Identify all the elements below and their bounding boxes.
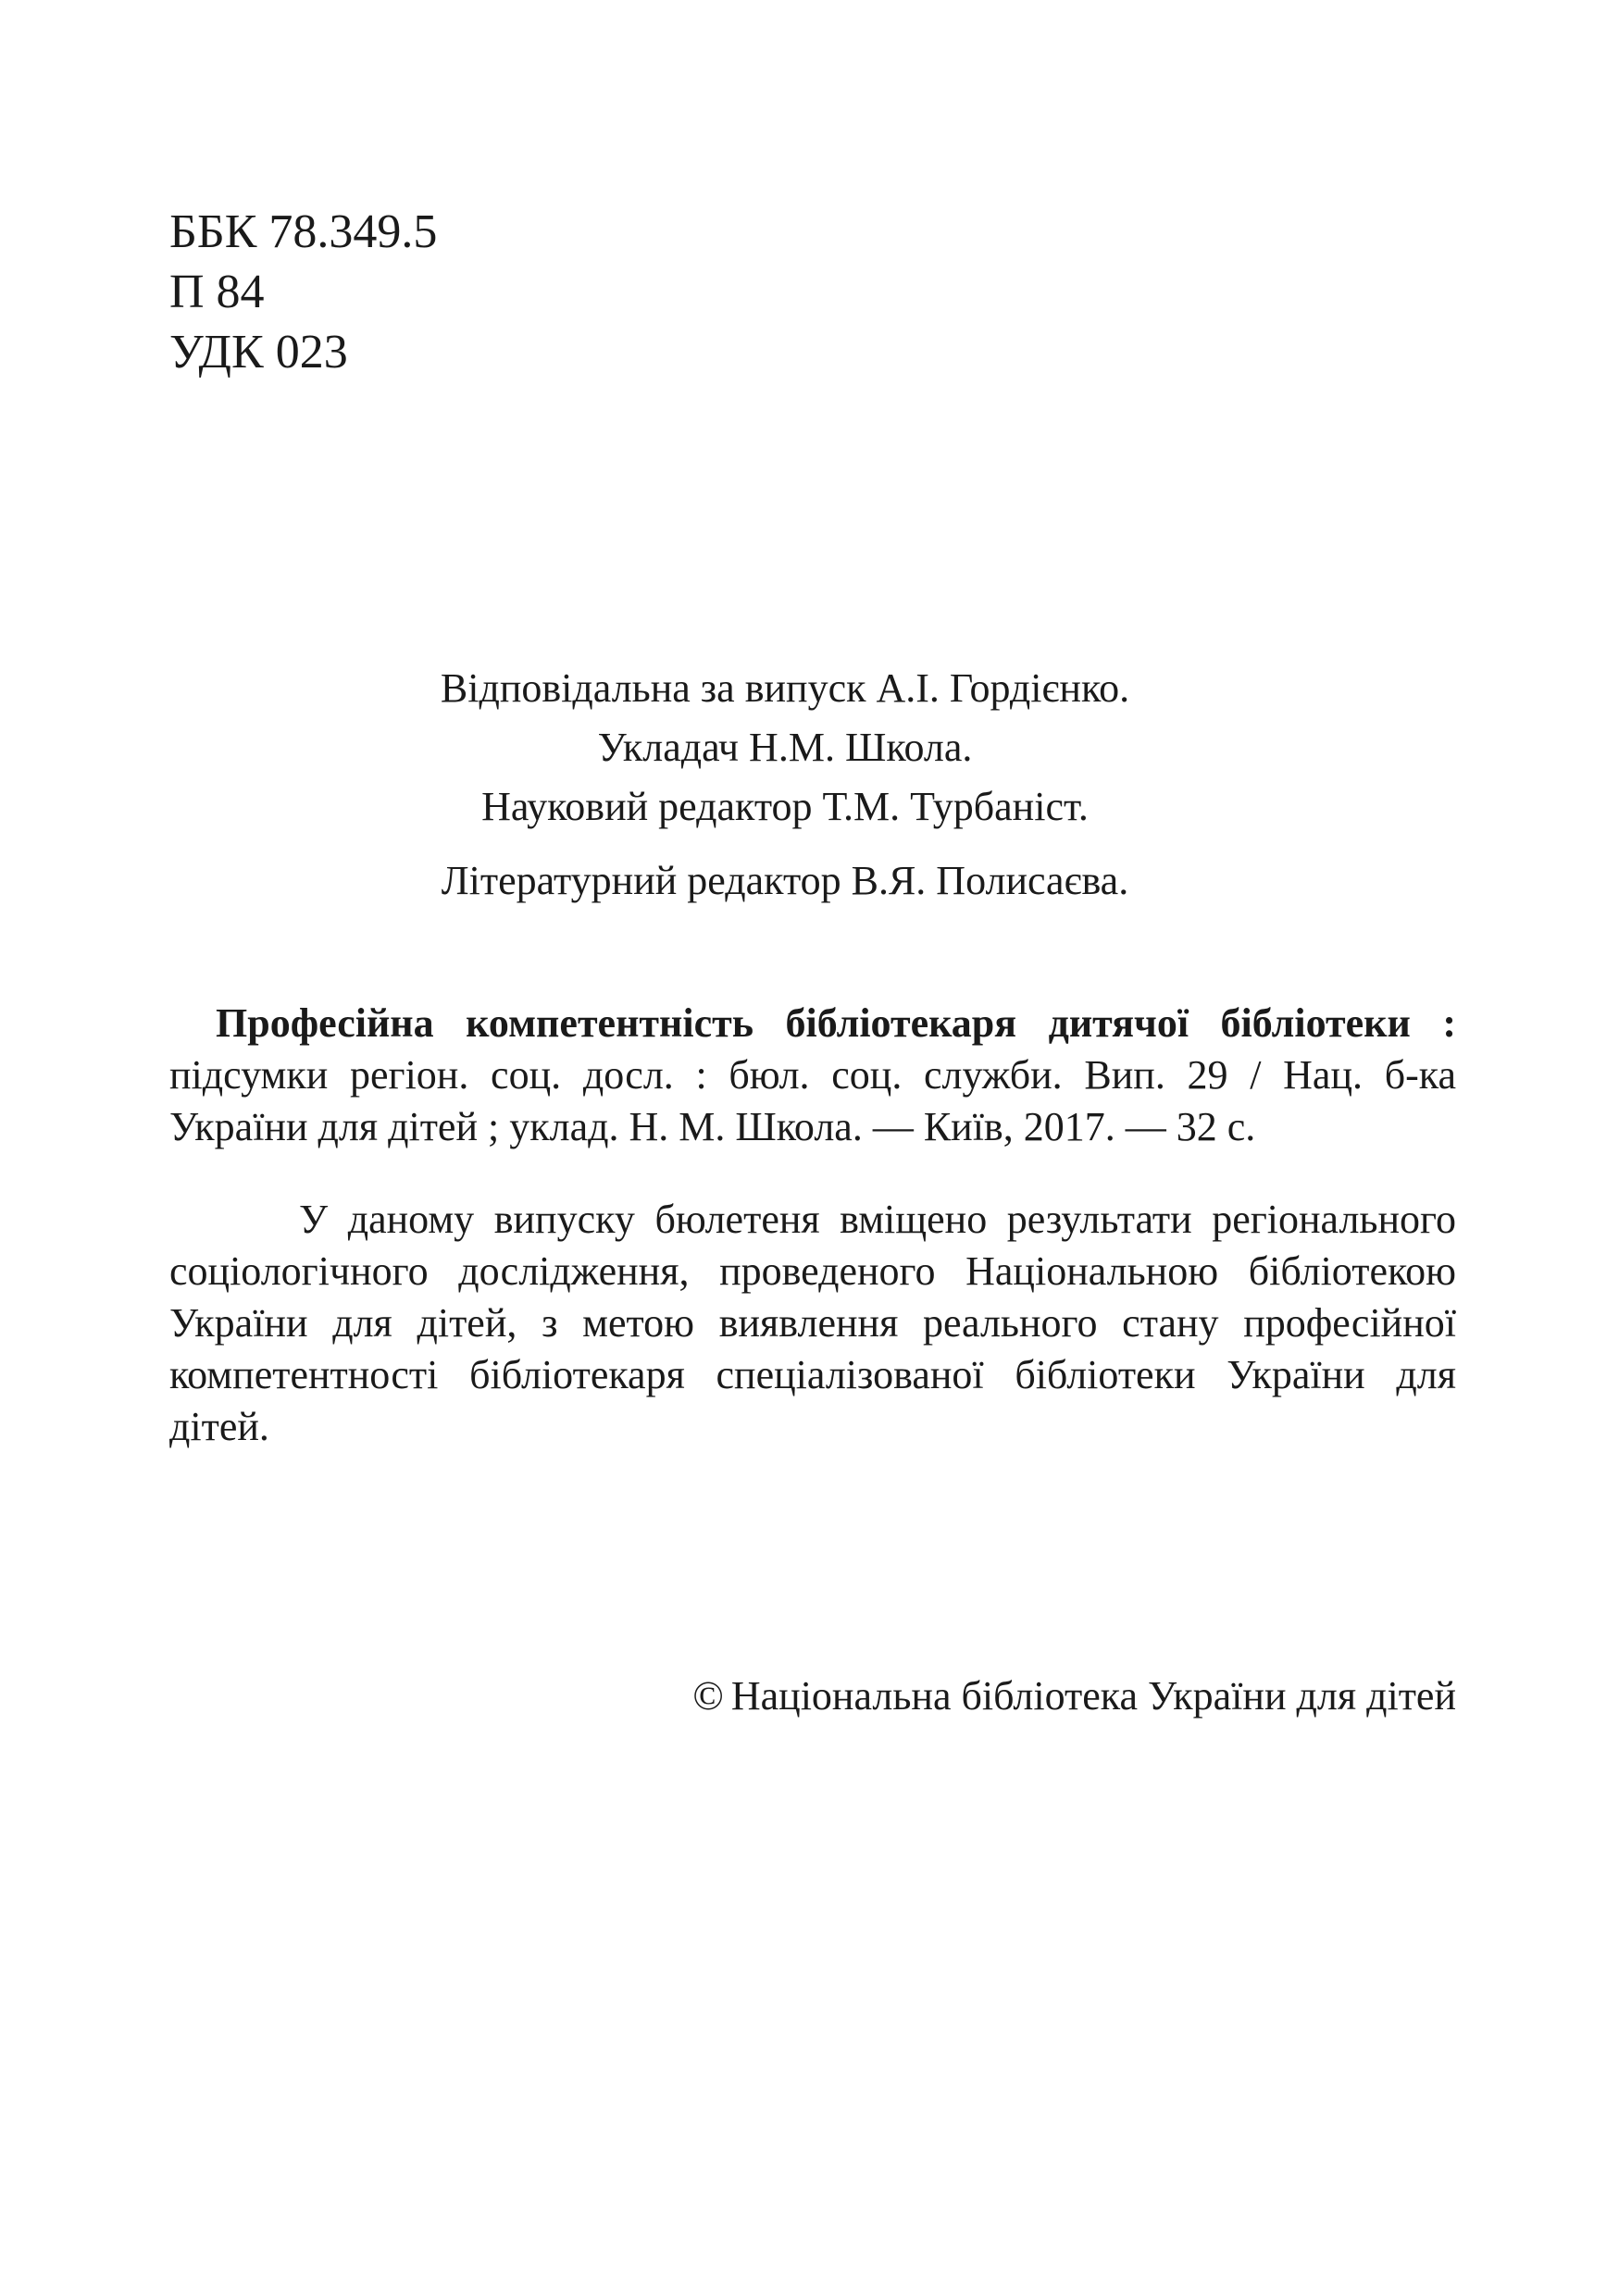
bibliographic-record: [169, 998, 1456, 1153]
compiler: Укладач Н.М. Школа.: [597, 725, 973, 770]
publication-details: підсумки регіон. соц. досл. : бюл. соц. служби. Вип. 29 / Нац. б-ка України для дітей ; уклад. Н. М. Школа. — Київ, 2017. — 32 с.: [169, 1052, 1456, 1149]
author-mark: П 84: [169, 266, 265, 318]
publication-title: Професійна компетентність бібліотекаря дитячої бібліотеки :: [216, 1000, 1456, 1046]
scientific-editor: Науковий редактор Т.М. Турбаніст.: [481, 784, 1089, 829]
copyright-holder: Національна бібліотека України для дітей: [730, 1673, 1456, 1719]
copyright-sign: ©: [692, 1673, 724, 1719]
annotation-paragraph: У даному випуску бюлетеня вміщено результати регіонального соціологічного дослідження, проведеного Національною бібліотекою України для дітей, з метою виявлення реального стану професійної компетентності бібліотекаря спеціалізованої бібліотеки України для дітей.: [169, 1197, 1456, 1449]
copyright-line: [692, 1670, 1456, 1722]
udk-index: УДК 023: [169, 326, 348, 379]
credits-block: [169, 659, 1456, 911]
literary-editor: Літературний редактор В.Я. Полисаєва.: [441, 858, 1129, 903]
responsible-person: Відповідальна за випуск А.І. Гордієнко.: [440, 665, 1130, 711]
bbk-index: ББК 78.349.5: [169, 205, 438, 258]
classification-block: [169, 202, 437, 382]
